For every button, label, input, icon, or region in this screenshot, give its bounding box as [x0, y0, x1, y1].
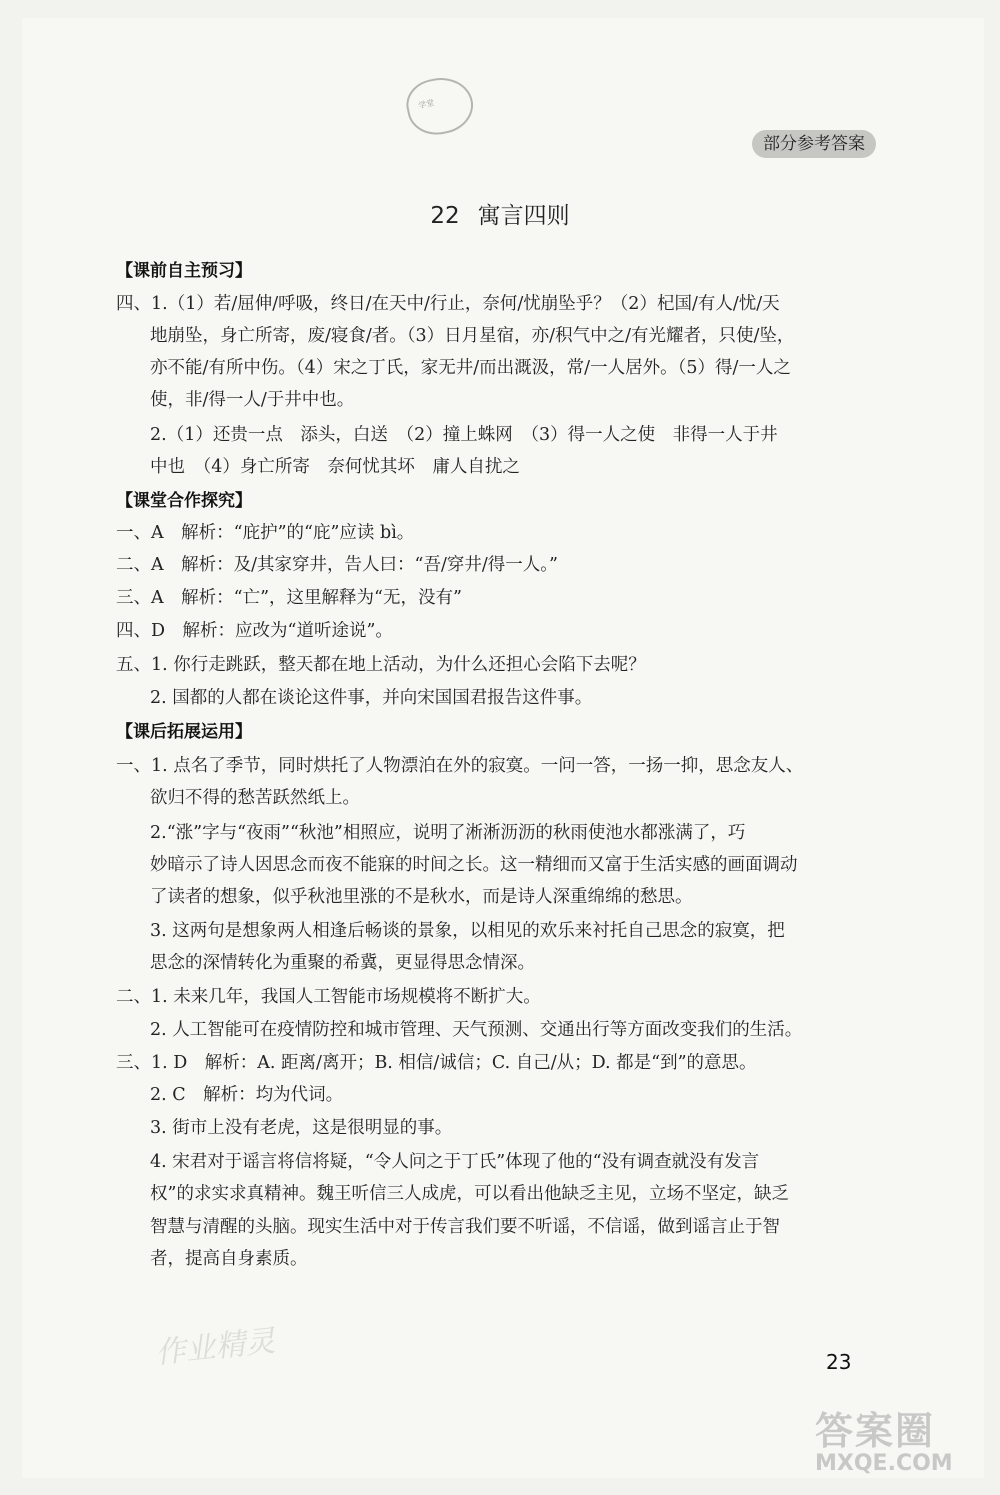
page-number: 23 [826, 1350, 852, 1374]
answer-line: 了读者的想象，似乎秋池里涨的不是秋水，而是诗人深重绵绵的愁思。 [150, 887, 693, 907]
answer-line: 2. C 解析：均为代词。 [150, 1085, 344, 1105]
answer-line: 使，非/得一人/于井中也。 [150, 390, 355, 410]
section-heading-preview: 【课前自主预习】 [116, 261, 252, 281]
answer-line: 一、A 解析：“庇护”的“庇”应读 bì。 [116, 523, 415, 543]
answer-line: 三、A 解析：“亡”，这里解释为“无，没有” [116, 588, 462, 608]
answer-line: 思念的深情转化为重聚的希冀，更显得思念情深。 [150, 953, 535, 973]
answer-line: 3. 街市上没有老虎，这是很明显的事。 [150, 1118, 453, 1138]
answer-line: 3. 这两句是想象两人相逢后畅谈的景象，以相见的欢乐来衬托自己思念的寂寞，把 [150, 921, 785, 941]
answer-line: 权”的求实求真精神。魏王听信三人成虎，可以看出他缺乏主见，立场不坚定，缺乏 [150, 1184, 789, 1204]
lesson-number: 22 [430, 203, 460, 229]
answer-line: 二、1. 未来几年，我国人工智能市场规模将不断扩大。 [116, 987, 541, 1007]
answer-line: 2.“涨”字与“夜雨”“秋池”相照应，说明了淅淅沥沥的秋雨使池水都涨满了，巧 [150, 823, 746, 843]
lesson-title-text: 寓言四则 [477, 203, 570, 229]
answer-line: 中也 （4）身亡所寄 奈何忧其坏 庸人自扰之 [150, 457, 520, 477]
answer-line: 4. 宋君对于谣言将信将疑，“令人问之于丁氏”体现了他的“没有调查就没有发言 [150, 1152, 760, 1172]
answer-line: 四、D 解析：应改为“道听途说”。 [116, 621, 393, 641]
answer-line: 2.（1）还贵一点 添头，白送 （2）撞上蛛网 （3）得一人之使 非得一人于井 [150, 425, 778, 445]
watermark: 作业精灵 [153, 1323, 277, 1372]
site-logo: 答案圈 [815, 1409, 936, 1453]
section-heading-extension: 【课后拓展运用】 [116, 722, 252, 742]
answer-line: 地崩坠，身亡所寄，废/寝食/者。（3）日月星宿，亦/积气中之/有光耀者，只使/坠， [150, 326, 795, 346]
section-heading-classroom: 【课堂合作探究】 [116, 491, 252, 511]
answer-line: 二、A 解析：及/其家穿井，告人曰：“吾/穿井/得一人。” [116, 555, 558, 575]
answer-line: 三、1. D 解析：A. 距离/离开；B. 相信/诚信；C. 自己/从；D. 都是“到”的意思。 [116, 1053, 757, 1073]
lesson-title [0, 197, 1000, 230]
answer-line: 一、1. 点名了季节，同时烘托了人物漂泊在外的寂寞。一问一答，一扬一抑，思念友人、 [116, 756, 804, 776]
answer-line: 妙暗示了诗人因思念而夜不能寐的时间之长。这一精细而又富于生活实感的画面调动 [150, 855, 798, 875]
answer-line: 智慧与清醒的头脑。现实生活中对于传言我们要不听谣，不信谣，做到谣言止于智 [150, 1217, 780, 1237]
site-url: MXQE.COM [815, 1451, 953, 1476]
answer-line: 亦不能/有所中伤。（4）宋之丁氏，家无井/而出溉汲，常/一人居外。（5）得/一人之 [150, 358, 791, 378]
answer-line: 2. 国都的人都在谈论这件事，并向宋国国君报告这件事。 [150, 688, 593, 708]
stamp-text: 学堂 [417, 98, 436, 111]
answer-line: 五、1. 你行走跳跃，整天都在地上活动，为什么还担心会陷下去呢？ [116, 655, 646, 675]
answer-line: 者，提高自身素质。 [150, 1249, 308, 1269]
answer-section-tag: 部分参考答案 [752, 130, 876, 158]
site-watermark [815, 1400, 990, 1485]
answer-line: 欲归不得的愁苦跃然纸上。 [150, 788, 360, 808]
answer-line: 四、1.（1）若/屈伸/呼吸，终日/在天中/行止，奈何/忧崩坠乎？（2）杞国/有人/忧/天 [116, 294, 780, 314]
answer-line: 2. 人工智能可在疫情防控和城市管理、天气预测、交通出行等方面改变我们的生活。 [150, 1020, 803, 1040]
